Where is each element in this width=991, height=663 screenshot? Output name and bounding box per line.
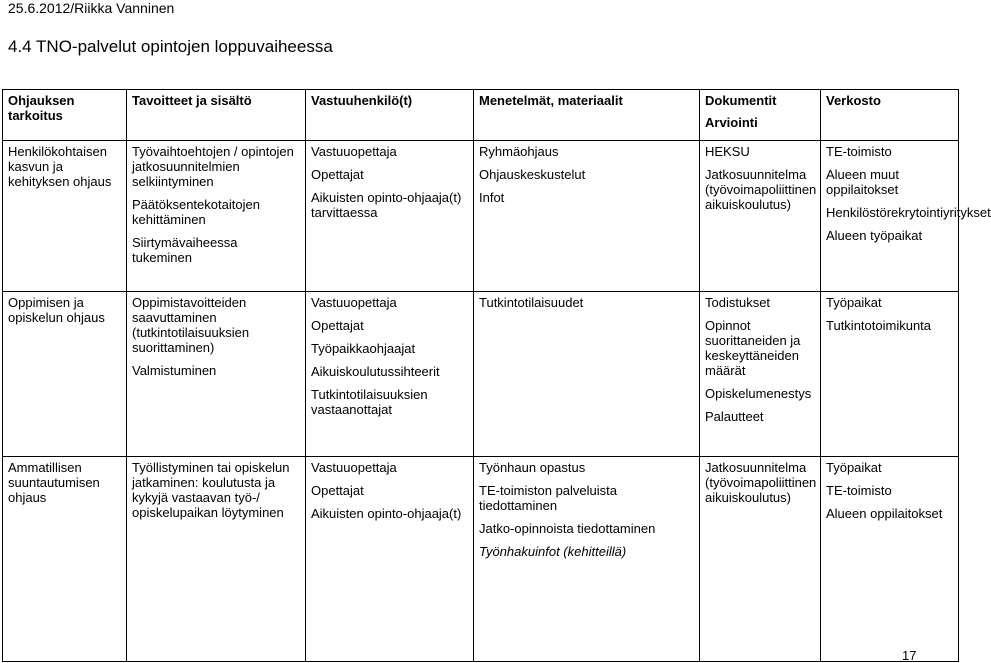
cell-text: Opettajat	[311, 167, 364, 182]
cell-text: Tutkintotilaisuuksien vastaanottajat	[311, 387, 428, 417]
cell-verkosto	[821, 457, 959, 662]
cell-text: Alueen työpaikat	[826, 228, 923, 243]
column-header-verkosto: Verkosto	[821, 90, 959, 141]
page-title: 4.4 TNO-palvelut opintojen loppuvaiheessa	[8, 37, 333, 56]
cell-text: Aikuisten opinto-ohjaaja(t)	[311, 506, 462, 521]
column-header-tavoitteet: Tavoitteet ja sisältö	[127, 90, 306, 141]
cell-text: Työpaikat	[826, 460, 882, 475]
cell-text: Opettajat	[311, 483, 364, 498]
cell-text: TE-toimisto	[826, 483, 892, 498]
cell-tarkoitus	[3, 292, 127, 457]
cell-text: TE-toimiston palveluista tiedottaminen	[479, 483, 617, 513]
cell-verkosto	[821, 292, 959, 457]
cell-menetelmat	[474, 457, 700, 662]
cell-text: Opiskelumenestys	[705, 386, 812, 401]
table-row	[3, 292, 959, 457]
cell-text: HEKSU	[705, 144, 750, 159]
services-table	[2, 89, 991, 662]
table-row	[3, 141, 959, 292]
cell-text: Työnhakuinfot (kehitteillä)	[479, 544, 627, 559]
column-header-arviointi-label: Arviointi	[705, 115, 758, 130]
cell-tavoitteet	[127, 141, 306, 292]
cell-menetelmat	[474, 292, 700, 457]
table-row	[3, 457, 959, 662]
cell-vastuu	[306, 292, 474, 457]
cell-text: Tutkintotoimikunta	[826, 318, 932, 333]
cell-text: Oppimisen ja opiskelun ohjaus	[8, 295, 105, 325]
cell-text: Työvaihtoehtojen / opintojen jatkosuunnitelmien selkiintyminen	[132, 144, 294, 189]
cell-tarkoitus	[3, 457, 127, 662]
cell-tarkoitus	[3, 141, 127, 292]
cell-text: Työllistyminen tai opiskelun jatkaminen: koulutusta ja kykyjä vastaavan työ-/ opiskelupaikan löytyminen	[132, 460, 290, 520]
cell-text: Aikuisten opinto-ohjaaja(t) tarvittaessa	[311, 190, 462, 220]
header-note: 25.6.2012/Riikka Vanninen	[8, 0, 175, 16]
cell-vastuu	[306, 457, 474, 662]
cell-text: Henkilökohtaisen kasvun ja kehityksen ohjaus	[8, 144, 112, 189]
cell-text: Ammatillisen suuntautumisen ohjaus	[8, 460, 100, 505]
cell-text: Vastuuopettaja	[311, 460, 397, 475]
cell-tavoitteet	[127, 292, 306, 457]
cell-tavoitteet	[127, 457, 306, 662]
cell-text: Tutkintotilaisuudet	[479, 295, 584, 310]
cell-vastuu	[306, 141, 474, 292]
cell-text: Ryhmäohjaus	[479, 144, 559, 159]
cell-text: Työpaikkaohjaajat	[311, 341, 416, 356]
cell-menetelmat	[474, 141, 700, 292]
cell-text: Jatkosuunnitelma (työvoimapoliittinen aikuiskoulutus)	[705, 167, 817, 212]
page-number: 17	[902, 648, 917, 663]
table-header-row	[3, 90, 959, 141]
cell-text: Henkilöstörekrytointiyritykset	[826, 205, 991, 220]
column-header-dokumentit-label: Dokumentit	[705, 93, 777, 108]
cell-dokumentit	[700, 141, 821, 292]
cell-text: Vastuuopettaja	[311, 295, 397, 310]
cell-text: Palautteet	[705, 409, 764, 424]
column-header-menetelmat: Menetelmät, materiaalit	[474, 90, 700, 141]
cell-text: Työnhaun opastus	[479, 460, 586, 475]
column-header-dokumentit	[700, 90, 821, 141]
cell-text: Infot	[479, 190, 505, 205]
cell-text: Siirtymävaiheessa tukeminen	[132, 235, 238, 265]
cell-text: Työpaikat	[826, 295, 882, 310]
cell-text: Ohjauskeskustelut	[479, 167, 586, 182]
cell-text: Vastuuopettaja	[311, 144, 397, 159]
cell-text: Jatkosuunnitelma (työvoimapoliittinen aikuiskoulutus)	[705, 460, 817, 505]
cell-verkosto	[821, 141, 991, 292]
cell-text: Jatko-opinnoista tiedottaminen	[479, 521, 656, 536]
column-header-tarkoitus: Ohjauksen tarkoitus	[3, 90, 127, 141]
cell-dokumentit	[700, 292, 821, 457]
cell-text: Alueen muut oppilaitokset	[826, 167, 899, 197]
cell-text: Valmistuminen	[132, 363, 217, 378]
column-header-vastuu: Vastuuhenkilö(t)	[306, 90, 474, 141]
cell-text: Päätöksentekotaitojen kehittäminen	[132, 197, 260, 227]
cell-text: Todistukset	[705, 295, 771, 310]
cell-text: Alueen oppilaitokset	[826, 506, 943, 521]
cell-text: Opettajat	[311, 318, 364, 333]
cell-text: TE-toimisto	[826, 144, 892, 159]
cell-text: Oppimistavoitteiden saavuttaminen (tutkintotilaisuuksien suorittaminen)	[132, 295, 250, 355]
cell-text: Aikuiskoulutussihteerit	[311, 364, 440, 379]
cell-dokumentit	[700, 457, 821, 662]
cell-text: Opinnot suorittaneiden ja keskeyttäneiden määrät	[705, 318, 801, 378]
